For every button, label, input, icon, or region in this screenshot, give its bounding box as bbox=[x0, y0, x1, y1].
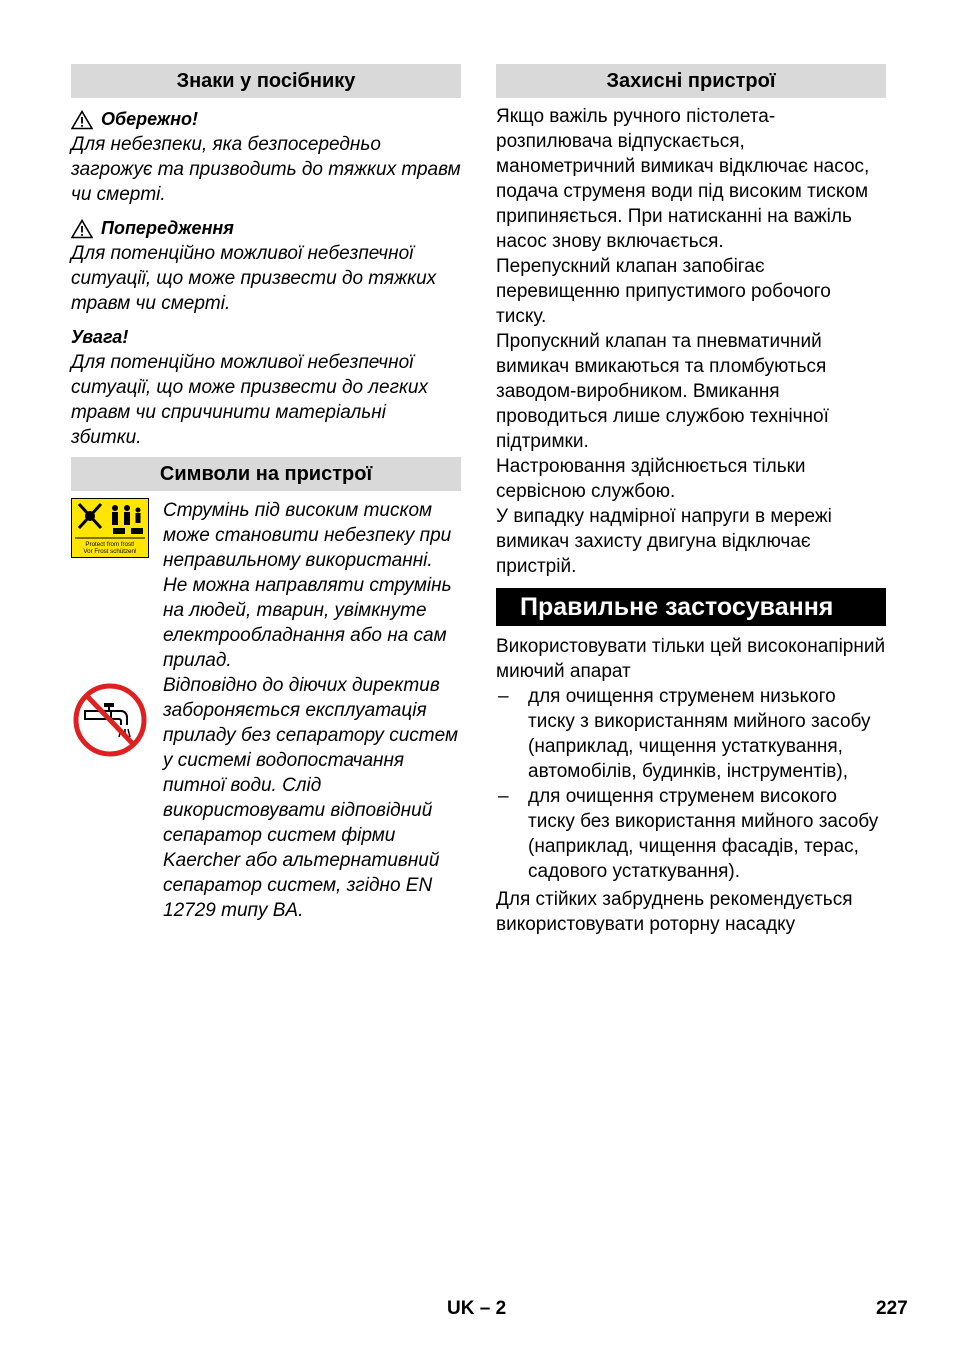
symbol-drinking-water-text: Відповідно до діючих директив забороняється експлуатація приладу без сепаратору систем у системі водопостачання питної води. Слід використовувати відповідний сепаратор систем фірми Kaercher або альтернативний сепаратор систем, згідно EN 12729 типу BA. bbox=[163, 675, 458, 921]
label-line-2: Vor Frost schützen! bbox=[83, 548, 137, 555]
high-pressure-warning-label bbox=[71, 498, 163, 673]
right-column bbox=[496, 64, 886, 937]
safety-paragraph: Перепускний клапан запобігає перевищенню припустимого робочого тиску. bbox=[496, 256, 831, 327]
high-pressure-danger-icon bbox=[71, 498, 149, 558]
warning-title-text: Попередження bbox=[101, 218, 234, 238]
heading-proper-use: Правильне застосування bbox=[496, 588, 886, 626]
warning-triangle-icon bbox=[71, 219, 93, 239]
no-drinking-water-icon bbox=[71, 681, 149, 759]
list-item-text: для очищення струменем низького тиску з використанням мийного засобу (наприклад, чищення устаткування, автомобілів, будинків, інструментів), bbox=[528, 686, 871, 782]
attention-text: Для потенційно можливої небезпечної ситуації, що може призвести до легких травм чи спричинити матеріальні збитки. bbox=[71, 352, 429, 448]
caution-title bbox=[71, 107, 461, 132]
list-item bbox=[496, 684, 886, 784]
safety-paragraph: Якщо важіль ручного пістолета-розпилювача відпускається, манометричний вимикач відключає насос, подача струменя води під високим тиском припиняється. При натисканні на важіль насос знову включається. bbox=[496, 106, 870, 252]
section-heading-safety-devices: Захисні пристрої bbox=[496, 64, 886, 98]
section-heading-device-symbols: Символи на пристрої bbox=[71, 457, 461, 491]
safety-paragraph: Пропускний клапан та пневматичний вимикач вмикаються та пломбуються заводом-виробником. Вмикання проводиться лише службою технічної підтримки. bbox=[496, 331, 829, 452]
left-column bbox=[71, 64, 461, 923]
caution-text: Для небезпеки, яка безпосередньо загрожує та призводить до тяжких травм чи смерті. bbox=[71, 134, 461, 205]
warning-text: Для потенційно можливої небезпечної ситуації, що може призвести до тяжких травм чи смерті. bbox=[71, 243, 437, 314]
symbol-high-pressure-text: Струмінь під високим тиском може становити небезпеку при неправильному використанні. Не можна направляти струмінь на людей, тварин, увімкнуте електрообладнання або на сам прилад. bbox=[163, 500, 452, 671]
attention-title bbox=[71, 325, 461, 350]
list-item bbox=[496, 784, 886, 884]
no-drinking-water-connection-label bbox=[71, 673, 163, 923]
warning-triangle-icon bbox=[71, 110, 93, 130]
symbol-row-drinking-water bbox=[71, 673, 461, 923]
list-item-text: для очищення струменем високого тиску без використання мийного засобу (наприклад, чищення фасадів, терас, садового устаткування). bbox=[528, 786, 879, 882]
proper-use-outro: Для стійких забруднень рекомендується використовувати роторну насадку bbox=[496, 889, 853, 935]
symbol-row-high-pressure bbox=[71, 498, 461, 673]
safety-paragraph: У випадку надмірної напруги в мережі вимикач захисту двигуна відключає пристрій. bbox=[496, 506, 832, 577]
label-line-1: Protect from frost! bbox=[85, 541, 135, 548]
attention-title-text: Увага! bbox=[71, 327, 129, 347]
footer-section-label: UK – 2 bbox=[447, 1298, 507, 1319]
proper-use-list bbox=[496, 684, 886, 884]
section-heading-manual-signs: Знаки у посібнику bbox=[71, 64, 461, 98]
proper-use-intro: Використовувати тільки цей високонапірний миючий апарат bbox=[496, 636, 886, 682]
dash-bullet: – bbox=[498, 786, 509, 807]
warning-title bbox=[71, 216, 461, 241]
caution-title-text: Обережно! bbox=[101, 109, 199, 129]
page-number: 227 bbox=[876, 1298, 908, 1319]
safety-paragraph: Настроювання здійснюється тільки сервісною службою. bbox=[496, 456, 806, 502]
dash-bullet: – bbox=[498, 686, 509, 707]
